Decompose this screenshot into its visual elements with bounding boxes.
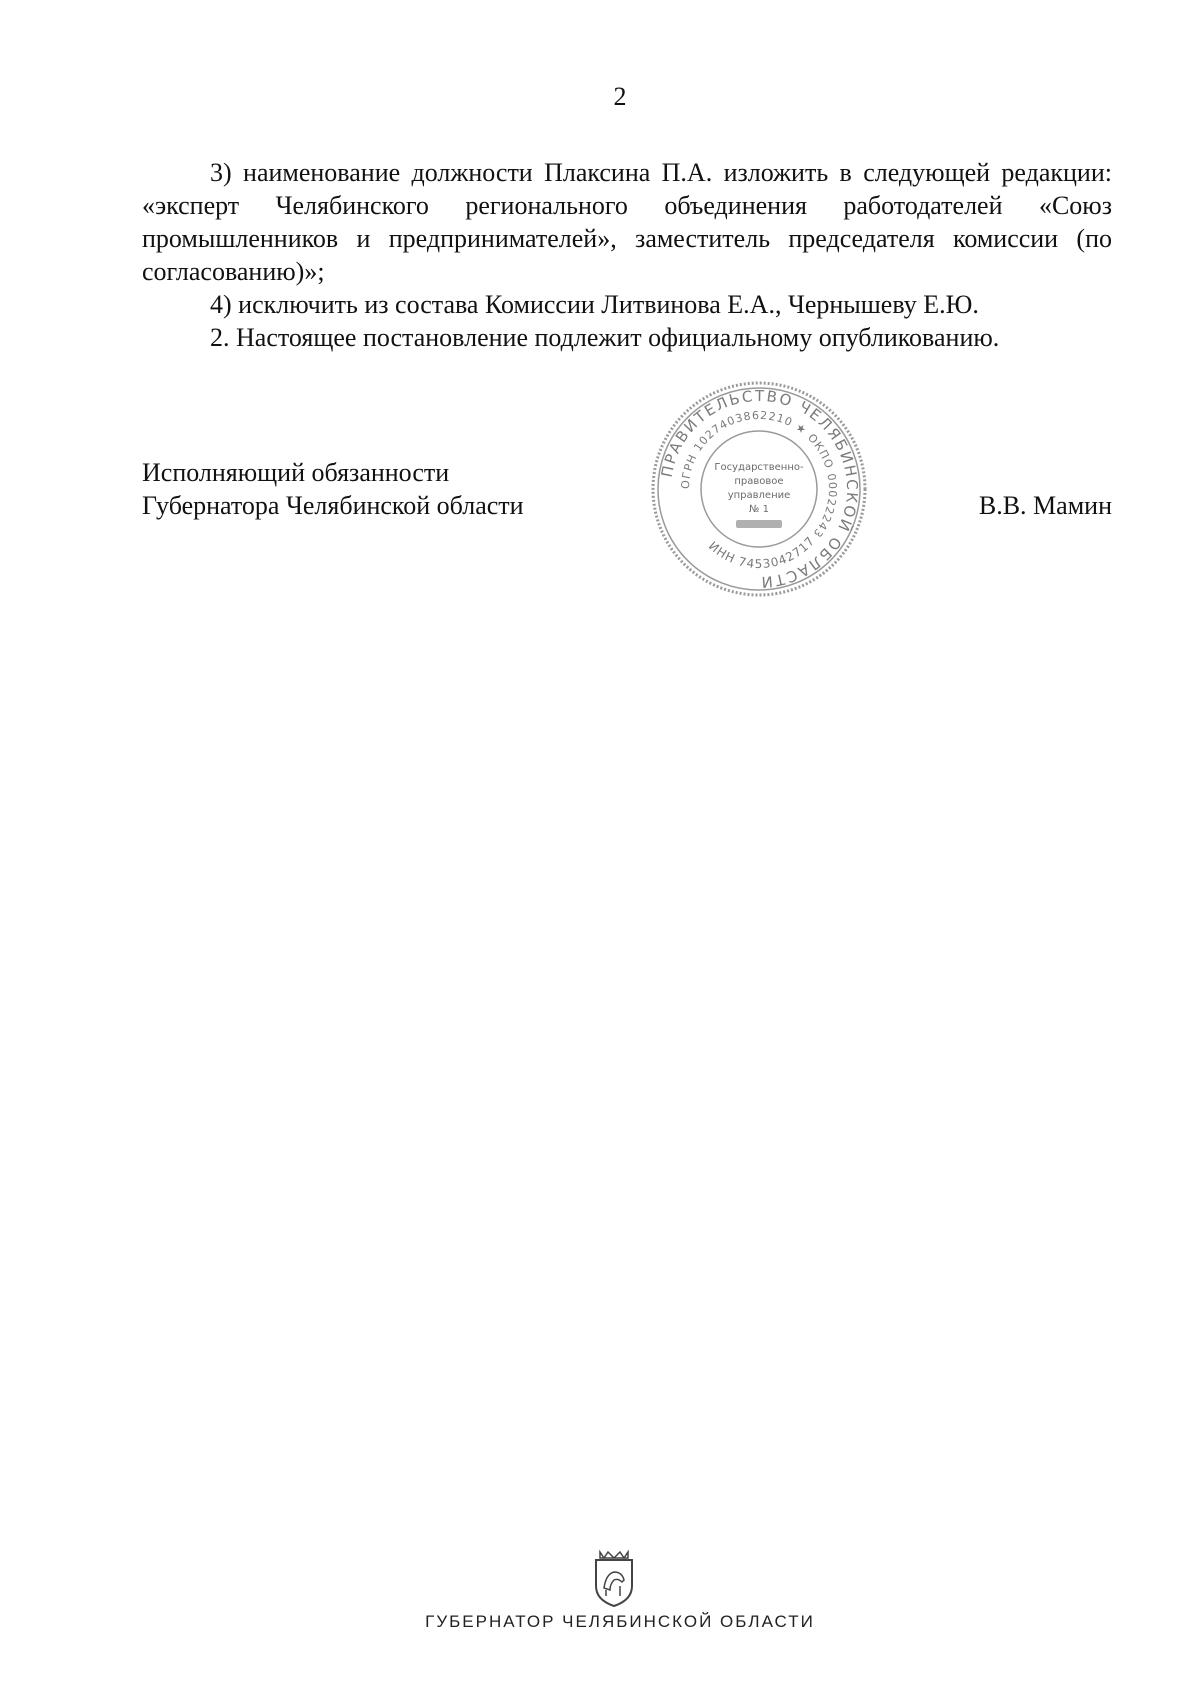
seal-center-line4: № 1 <box>749 504 769 515</box>
signature-position-line1: Исполняющий обязанности <box>142 458 450 487</box>
page-number: 2 <box>613 82 627 111</box>
signature-position <box>142 456 524 522</box>
paragraph-item-4: 4) исключить из состава Комиссии Литвинова Е.А., Чернышеву Е.Ю. <box>210 290 979 319</box>
seal-outer-text: ПРАВИТЕЛЬСТВО ЧЕЛЯБИНСКОЙ ОБЛАСТИ <box>657 386 862 592</box>
seal-center-line1: Государственно- <box>714 462 804 473</box>
seal-inner-ring <box>701 431 817 547</box>
seal-smudge-mark <box>736 520 782 528</box>
official-seal <box>648 378 870 600</box>
footer-title: ГУБЕРНАТОР ЧЕЛЯБИНСКОЙ ОБЛАСТИ <box>425 1612 815 1631</box>
seal-center-line2: правовое <box>734 476 784 487</box>
seal-bottom-text: ИНН 7453042717 <box>705 533 818 572</box>
signature-name: В.В. Мамин <box>978 491 1112 520</box>
paragraph-publication: 2. Настоящее постановление подлежит официальному опубликованию. <box>210 323 1000 352</box>
seal-inner-text: ОГРН 1027403862210 ★ ОКПО 00022243 <box>678 408 840 541</box>
document-body <box>142 156 1112 354</box>
seal-center-line3: управление <box>727 490 791 501</box>
signature-position-line2: Губернатора Челябинской области <box>142 491 524 520</box>
chelyabinsk-coat-of-arms-icon <box>590 1546 638 1608</box>
paragraph-item-3: 3) наименование должности Плаксина П.А. изложить в следующей редакции: «эксперт Челябинского регионального объединения работодателей «Союз промышленников и предпринимателей», заместитель председателя комиссии (по согласованию)»; <box>142 158 1112 286</box>
